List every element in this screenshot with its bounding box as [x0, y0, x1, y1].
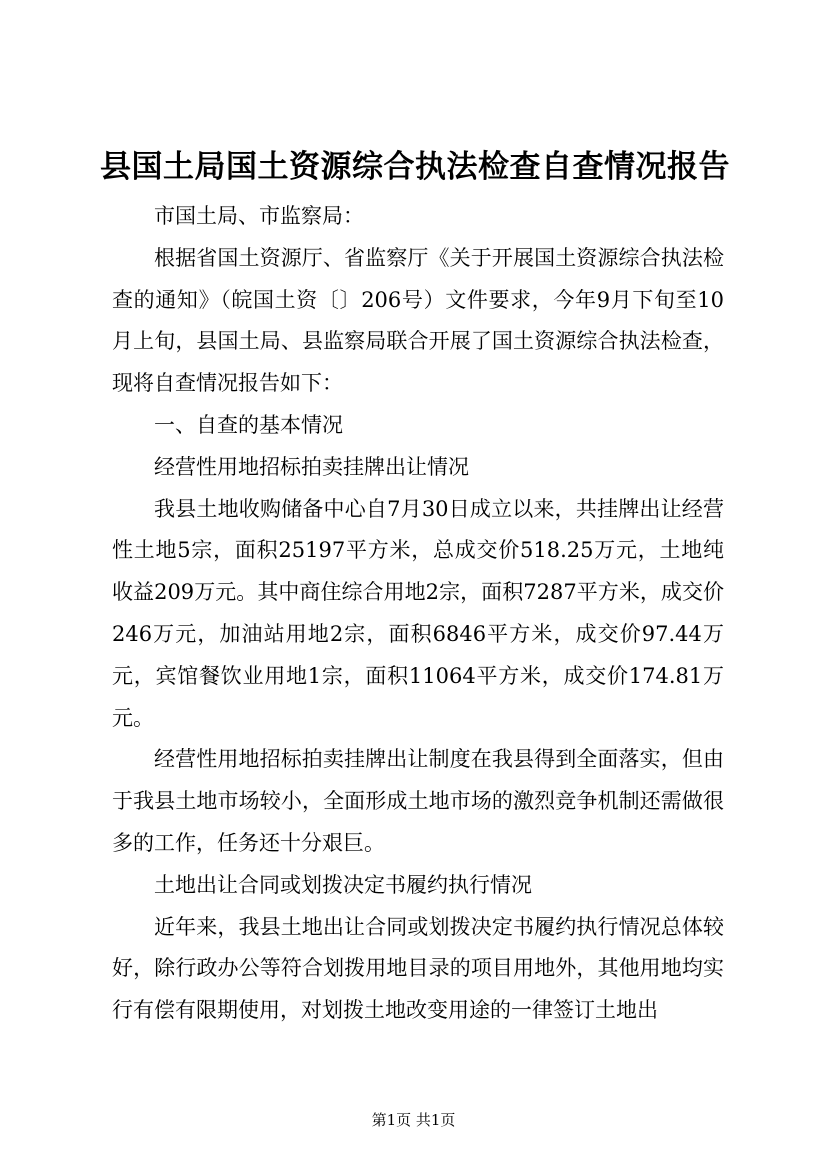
document-body: [112, 196, 724, 1032]
paragraph-intro: 根据省国土资源厅、省监察厅《关于开展国土资源综合执法检查的通知》（皖国土资〔〕206号）文件要求，今年9月下旬至10月上旬，县国土局、县监察局联合开展了国土资源综合执法检查，现将自查情况报告如下：: [112, 245, 724, 396]
paragraph-land-sales: 我县土地收购储备中心自7月30日成立以来，共挂牌出让经营性土地5宗，面积25197平方米，总成交价518.25万元，土地纯收益209万元。其中商住综合用地2宗，面积7287平方米，成交价246万元，加油站用地2宗，面积6846平方米，成交价97.44万元，宾馆餐饮业用地1宗，面积11064平方米，成交价174.81万元。: [112, 496, 724, 730]
document-title: 县国土局国土资源综合执法检查自查情况报告: [100, 149, 730, 185]
subsection-heading: 土地出让合同或划拨决定书履约执行情况: [154, 872, 532, 897]
paragraph-system: 经营性用地招标拍卖挂牌出让制度在我县得到全面落实，但由于我县土地市场较小，全面形成土地市场的激烈竞争机制还需做很多的工作，任务还十分艰巨。: [112, 747, 724, 855]
paragraph-contract: 近年来，我县土地出让合同或划拨决定书履约执行情况总体较好，除行政办公等符合划拨用地目录的项目用地外，其他用地均实行有偿有限期使用，对划拨土地改变用途的一律签订土地出: [112, 914, 724, 1023]
salutation: 市国土局、市监察局：: [154, 204, 364, 228]
page-number: 第1页 共1页: [371, 1111, 456, 1129]
subsection-heading: 经营性用地招标拍卖挂牌出让情况: [154, 454, 469, 479]
section-heading: 一、自查的基本情况: [154, 412, 343, 437]
